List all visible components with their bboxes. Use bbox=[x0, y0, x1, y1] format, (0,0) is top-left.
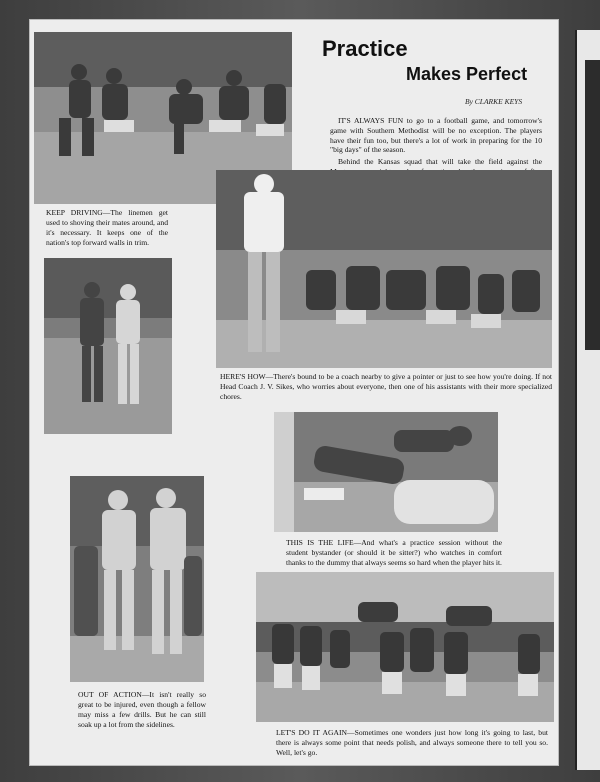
photo-student-on-dummy bbox=[274, 412, 498, 532]
caption-heres-how: HERE'S HOW—There's bound to be a coach nearby to give a pointer or just to see how you're doing. If not Head Coach J. V. Sikes, who worries about everyone, then one of his assistants with their more specialized chores. bbox=[220, 372, 552, 401]
photo-injured-sideline bbox=[70, 476, 204, 682]
article-byline: By CLARKE KEYS bbox=[465, 97, 523, 106]
caption-lets-do-it-again: LET'S DO IT AGAIN—Sometimes one wonders just how long it's going to last, but there is always some point that needs polish, and always someone there to tell you so. Well, let's go. bbox=[276, 728, 548, 757]
article-paragraph: Behind the Kansas squad that will take the field against the bbox=[338, 157, 542, 167]
photo-coach-watching-scrimmage bbox=[216, 170, 552, 368]
photo-coach-with-player bbox=[44, 258, 172, 434]
adjacent-page-photo bbox=[585, 60, 600, 350]
caption-this-is-the-life: THIS IS THE LIFE—And what's a practice session without the student bystander (or should it be sitter?) who watches in comfort thanks to the dummy that always seems so hard when the player hits it. bbox=[286, 538, 502, 567]
photo-scrimmage-action bbox=[256, 572, 554, 722]
caption-keep-driving: KEEP DRIVING—The linemen get used to shoving their mates around, and it's necessary. It keeps one of the nation's top forward walls in trim. bbox=[46, 208, 168, 247]
caption-out-of-action: OUT OF ACTION—It isn't really so great to be injured, even though a fellow may miss a few drills. But he can still soak up a lot from the sidelines. bbox=[78, 690, 206, 729]
article-paragraph: IT'S ALWAYS FUN to go to a football game, and tomorrow's game with Southern Methodist will be no exception. The players have their fun too, but there's a lot of work in preparing for the 10 "big days" of the season. bbox=[330, 116, 542, 155]
article-title-line1: Practice bbox=[322, 36, 408, 61]
magazine-page bbox=[30, 20, 558, 765]
article-title-line2: Makes Perfect bbox=[406, 64, 528, 84]
